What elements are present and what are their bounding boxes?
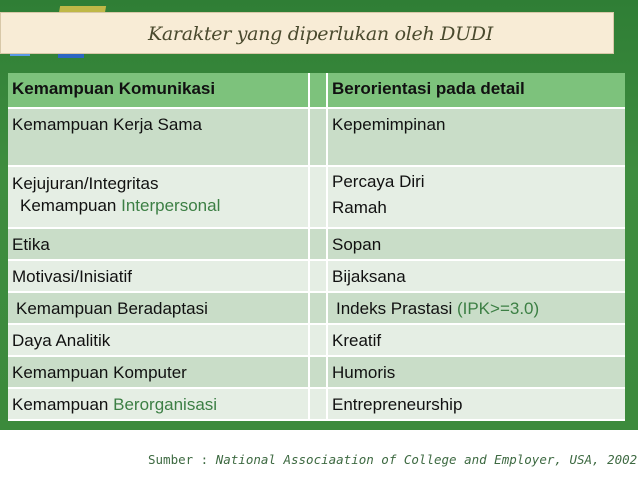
table-row [8,293,625,325]
table-cell-right: Sopan [328,229,625,259]
table-row [8,357,625,389]
table-cell-left: Kemampuan Berorganisasi [8,389,308,419]
table-cell-left [8,167,308,227]
table-row [8,325,625,357]
table-cell-right: Indeks Prastasi (IPK>=3.0) [328,293,625,323]
header-cell-right: Berorientasi pada detail [328,73,625,107]
table-cell-line: Kejujuran/Integritas [12,174,159,193]
header-cell-left: Kemampuan Komunikasi [8,73,308,107]
table-cell-left: Etika [8,229,308,259]
table-cell-right: Humoris [328,357,625,387]
table-row [8,167,625,229]
table-row [8,229,625,261]
table-cell-left: Daya Analitik [8,325,308,355]
table-cell-right: Bijaksana [328,261,625,291]
table-cell-right: Percaya Diri Ramah [328,167,625,227]
table-row [8,109,625,167]
character-table [8,73,625,421]
source-citation: Sumber : National Associaation of College and Employer, USA, 2002 [148,452,638,467]
table-cell-left: Kemampuan Komputer [8,357,308,387]
table-cell-right: Entrepreneurship [328,389,625,419]
table-row [8,389,625,421]
table-cell-left: Kemampuan Beradaptasi [8,293,308,323]
table-cell-right: Kepemimpinan [328,109,625,165]
table-row [8,261,625,293]
table-cell-left: Motivasi/Inisiatif [8,261,308,291]
slide-title: Karakter yang diperlukan oleh DUDI [148,23,493,45]
table-cell-line: Kemampuan Interpersonal [20,196,221,215]
table-header-row [8,73,625,109]
table-cell-right: Kreatif [328,325,625,355]
table-cell-left: Kemampuan Kerja Sama [8,109,308,165]
